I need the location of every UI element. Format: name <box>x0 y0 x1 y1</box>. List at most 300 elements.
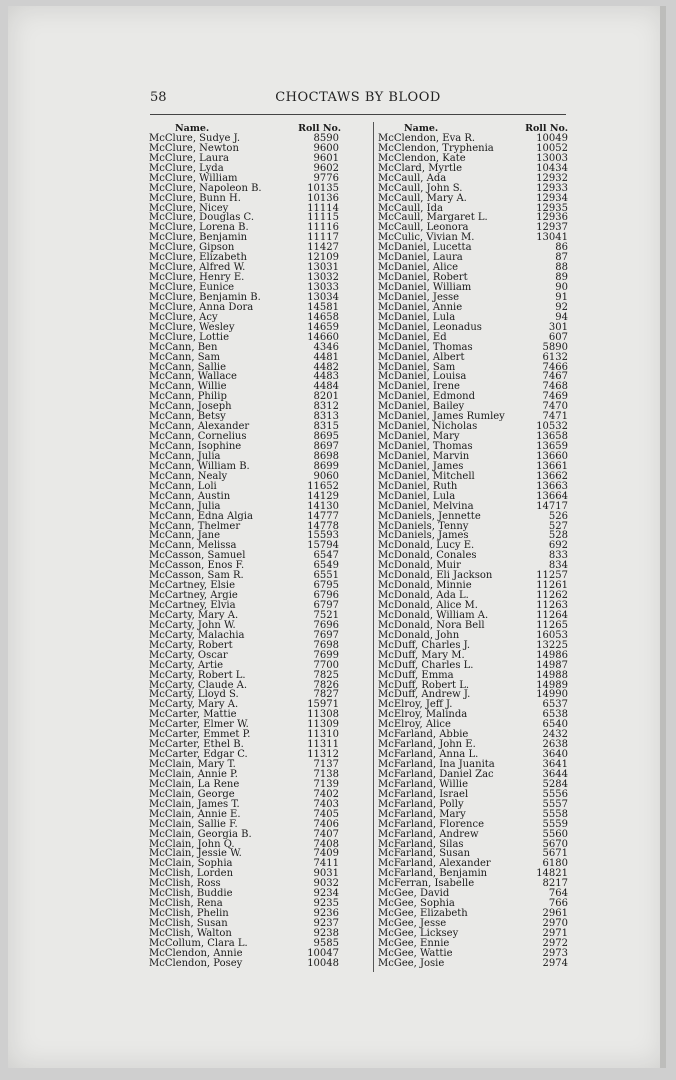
entry-roll-number: 6551 <box>313 570 339 582</box>
list-item <box>378 353 568 363</box>
entry-name: McCaull, Margaret L. <box>378 212 488 224</box>
entry-name: McDonald, Ada L. <box>378 590 469 602</box>
entry-name: McFarland, Daniel Zac <box>378 768 494 780</box>
entry-roll-number: 7411 <box>313 858 339 870</box>
entry-name: McClure, Benjamin B. <box>149 291 261 303</box>
entry-roll-number: 7467 <box>542 371 568 383</box>
entry-roll-number: 764 <box>548 888 568 900</box>
entry-roll-number: 13033 <box>307 282 339 293</box>
entry-roll-number: 12936 <box>536 212 568 224</box>
entry-name: McDaniel, Mary <box>378 431 460 443</box>
name-column-header: Name. <box>175 123 210 134</box>
entry-name: McClish, Susan <box>149 918 228 929</box>
entry-roll-number: 2432 <box>542 729 568 741</box>
entry-roll-number: 8698 <box>313 450 339 462</box>
entry-roll-number: 13225 <box>536 639 568 651</box>
entry-roll-number: 10434 <box>536 162 568 174</box>
entry-name: McGee, David <box>378 888 450 900</box>
entry-roll-number: 527 <box>548 520 568 532</box>
entry-roll-number: 7409 <box>313 848 339 860</box>
entry-roll-number: 6796 <box>313 590 339 602</box>
entry-roll-number: 13661 <box>536 460 568 472</box>
entry-name: McClure, Wesley <box>149 321 235 333</box>
page-edge <box>660 6 666 1068</box>
entry-roll-number: 6797 <box>313 600 339 611</box>
entry-name: McClure, Lorena B. <box>149 222 249 234</box>
entry-name: McDuff, Mary M. <box>378 649 465 661</box>
entry-name: McElroy, Alice <box>378 719 451 731</box>
entry-name: McFarland, Abbie <box>378 729 469 741</box>
page-title: CHOCTAWS BY BLOOD <box>275 90 441 105</box>
left-column <box>149 124 357 969</box>
entry-roll-number: 11116 <box>307 222 339 234</box>
entry-name: McDaniel, Robert <box>378 272 468 284</box>
entry-roll-number: 7471 <box>542 411 568 423</box>
entry-roll-number: 6549 <box>313 560 339 572</box>
entry-roll-number: 13663 <box>536 480 568 492</box>
entry-roll-number: 11265 <box>536 619 568 631</box>
entry-roll-number: 6795 <box>313 580 339 592</box>
entry-roll-number: 14660 <box>307 331 339 343</box>
entry-name: McCaull, Ada <box>378 172 447 184</box>
entry-roll-number: 15593 <box>307 530 339 542</box>
entry-name: McGee, Licksey <box>378 927 459 939</box>
entry-roll-number: 7827 <box>313 689 339 701</box>
entry-name: McCann, Julia <box>149 450 221 462</box>
entry-name: McClure, Acy <box>149 311 218 323</box>
right-column <box>378 124 568 969</box>
entry-roll-number: 14129 <box>307 490 339 502</box>
entry-name: McFarland, Susan <box>378 848 471 860</box>
entry-roll-number: 12109 <box>307 252 339 264</box>
entry-name: McCarty, Artie <box>149 659 224 671</box>
entry-roll-number: 11311 <box>307 739 339 751</box>
entry-roll-number: 7403 <box>313 798 339 810</box>
entry-roll-number: 13031 <box>307 262 339 274</box>
entry-roll-number: 13041 <box>536 232 568 244</box>
entry-roll-number: 4346 <box>313 341 339 353</box>
list-item <box>149 353 357 363</box>
entry-roll-number: 11117 <box>307 232 339 244</box>
entry-roll-number: 7825 <box>313 669 339 681</box>
entry-name: McClure, Sudye J. <box>149 132 241 144</box>
entry-name: McDonald, Alice M. <box>378 600 478 611</box>
entry-roll-number: 11262 <box>536 590 568 602</box>
entry-name: McCarter, Emmet P. <box>149 729 251 741</box>
entry-roll-number: 526 <box>548 510 568 522</box>
entry-roll-number: 7408 <box>313 838 339 850</box>
entry-roll-number: 8695 <box>313 431 339 443</box>
entry-name: McClain, Georgia B. <box>149 828 252 840</box>
entry-name: McDaniel, Lula <box>378 311 456 323</box>
entry-name: McDaniel, Mitchell <box>378 470 475 482</box>
entry-roll-number: 88 <box>555 262 568 274</box>
entry-name: McClendon, Tryphenia <box>378 142 494 154</box>
entry-roll-number: 11261 <box>536 580 568 592</box>
entry-roll-number: 7699 <box>313 649 339 661</box>
entry-name: McFarland, Ina Juanita <box>378 759 495 770</box>
entry-name: McCann, William B. <box>149 460 250 472</box>
entry-name: McCann, Philip <box>149 391 227 403</box>
entry-roll-number: 4484 <box>313 381 339 393</box>
entry-name: McDonald, Eli Jackson <box>378 570 493 582</box>
list-item <box>378 959 568 969</box>
entry-name: McDonald, Lucy E. <box>378 540 475 552</box>
entry-roll-number: 87 <box>555 252 568 264</box>
entry-roll-number: 7139 <box>313 778 339 790</box>
entry-name: McDaniels, James <box>378 530 469 542</box>
entry-roll-number: 2971 <box>542 927 568 939</box>
entry-roll-number: 11312 <box>307 749 339 761</box>
entry-name: McFarland, Anna L. <box>378 749 479 761</box>
entry-roll-number: 7137 <box>313 759 339 770</box>
entry-roll-number: 16053 <box>536 629 568 641</box>
entry-roll-number: 12935 <box>536 202 568 214</box>
entry-roll-number: 11310 <box>307 729 339 741</box>
entry-roll-number: 2638 <box>542 739 568 751</box>
entry-roll-number: 13003 <box>536 152 568 164</box>
entry-roll-number: 5671 <box>542 848 568 860</box>
entry-name: McGee, Josie <box>378 957 445 969</box>
entry-name: McDaniel, Melvina <box>378 500 474 512</box>
entry-name: McDonald, William A. <box>378 609 489 621</box>
entry-name: McCarty, Robert L. <box>149 669 246 681</box>
entry-name: McCasson, Samuel <box>149 550 246 562</box>
entry-roll-number: 11114 <box>307 202 339 214</box>
entry-name: McCulic, Vivian M. <box>378 232 475 244</box>
entry-name: McDaniel, Ruth <box>378 480 458 492</box>
entry-roll-number: 5284 <box>542 778 568 790</box>
entry-name: McClure, Anna Dora <box>149 301 254 313</box>
list-item <box>149 830 357 840</box>
entry-name: McCann, Julia <box>149 500 221 512</box>
entry-name: McCarty, Oscar <box>149 649 228 661</box>
entry-roll-number: 9031 <box>313 868 339 880</box>
entry-name: McCann, Cornelius <box>149 431 247 443</box>
entry-roll-number: 8201 <box>313 391 339 403</box>
entry-name: McDuff, Emma <box>378 669 454 681</box>
entry-name: McCollum, Clara L. <box>149 937 248 949</box>
entry-roll-number: 5558 <box>542 808 568 820</box>
entry-roll-number: 2961 <box>542 908 568 920</box>
entry-name: McClish, Walton <box>149 927 232 939</box>
entry-roll-number: 5557 <box>542 798 568 810</box>
entry-roll-number: 9235 <box>313 898 339 910</box>
entry-roll-number: 2974 <box>542 957 568 969</box>
entry-roll-number: 7470 <box>542 401 568 413</box>
entry-roll-number: 10049 <box>536 132 568 144</box>
entry-roll-number: 301 <box>548 321 568 333</box>
entry-name: McCartney, Argie <box>149 590 238 602</box>
entry-roll-number: 12934 <box>536 192 568 204</box>
entry-name: McCann, Sam <box>149 351 220 363</box>
entry-name: McClish, Lorden <box>149 868 234 880</box>
entry-roll-number: 12933 <box>536 182 568 194</box>
entry-name: McGee, Sophia <box>378 898 455 910</box>
entry-roll-number: 9602 <box>313 162 339 174</box>
entry-name: McClish, Buddie <box>149 888 233 900</box>
entry-name: McClure, Laura <box>149 152 229 164</box>
entry-name: McElroy, Jeff J. <box>378 699 453 711</box>
entry-name: McClure, Napoleon B. <box>149 182 262 194</box>
entry-name: McCaull, Mary A. <box>378 192 467 204</box>
entry-name: McCann, Jane <box>149 530 221 542</box>
entry-name: McClish, Phelin <box>149 908 229 920</box>
entry-roll-number: 9600 <box>313 142 339 154</box>
entry-name: McDonald, Muir <box>378 560 461 572</box>
entry-roll-number: 7468 <box>542 381 568 393</box>
entry-name: McDuff, Charles L. <box>378 659 474 671</box>
entry-name: McCartney, Elvia <box>149 600 236 611</box>
entry-roll-number: 14778 <box>307 520 339 532</box>
roll-column-header: Roll No. <box>298 123 341 134</box>
entry-name: McCarty, John W. <box>149 619 236 631</box>
entry-name: McClure, Alfred W. <box>149 262 246 274</box>
entry-roll-number: 9237 <box>313 918 339 929</box>
entry-name: McDuff, Robert L. <box>378 679 470 691</box>
entry-name: McClish, Rena <box>149 898 223 910</box>
entry-roll-number: 94 <box>555 311 568 323</box>
entry-roll-number: 7698 <box>313 639 339 651</box>
entry-name: McDaniel, Thomas <box>378 441 473 452</box>
entry-name: McCasson, Enos F. <box>149 560 245 572</box>
entry-roll-number: 7406 <box>313 818 339 830</box>
entry-name: McDaniel, Louisa <box>378 371 467 383</box>
entry-roll-number: 10052 <box>536 142 568 154</box>
entry-name: McClure, Nicey <box>149 202 229 214</box>
list-item <box>149 512 357 522</box>
entry-name: McCarty, Malachia <box>149 629 245 641</box>
entry-name: McDaniel, Leonadus <box>378 321 482 333</box>
entry-name: McFarland, Andrew <box>378 828 479 840</box>
entry-name: McClain, Sallie F. <box>149 818 238 830</box>
entry-name: McDaniel, James <box>378 460 464 472</box>
entry-name: McDaniel, James Rumley <box>378 411 505 423</box>
entry-name: McCann, Ben <box>149 341 218 353</box>
entry-roll-number: 14658 <box>307 311 339 323</box>
entry-name: McCann, Willie <box>149 381 227 393</box>
entry-name: McCartney, Elsie <box>149 580 236 592</box>
entry-roll-number: 15971 <box>307 699 339 711</box>
entry-roll-number: 11309 <box>307 719 339 731</box>
entry-roll-number: 8217 <box>542 878 568 890</box>
entry-name: McCarty, Lloyd S. <box>149 689 239 701</box>
entry-roll-number: 12937 <box>536 222 568 234</box>
entry-roll-number: 3644 <box>542 768 568 780</box>
entry-roll-number: 14990 <box>536 689 568 701</box>
entry-name: McDaniel, Ed <box>378 331 447 343</box>
entry-roll-number: 15794 <box>307 540 339 552</box>
entry-roll-number: 3640 <box>542 749 568 761</box>
entry-roll-number: 13658 <box>536 431 568 443</box>
entry-name: McDaniel, Annie <box>378 301 463 313</box>
entry-roll-number: 14777 <box>307 510 339 522</box>
entry-roll-number: 11257 <box>536 570 568 582</box>
entry-roll-number: 11263 <box>536 600 568 611</box>
entry-roll-number: 10048 <box>307 957 339 969</box>
header-rule <box>150 114 566 115</box>
entry-name: McClain, Sophia <box>149 858 233 870</box>
entry-name: McCaull, Leonora <box>378 222 469 234</box>
entry-name: McDaniel, Edmond <box>378 391 475 403</box>
entry-name: McCann, Wallace <box>149 371 237 383</box>
entry-name: McClendon, Annie <box>149 947 243 959</box>
entry-roll-number: 14659 <box>307 321 339 333</box>
entry-name: McCarty, Mary A. <box>149 609 239 621</box>
entry-name: McCann, Edna Algia <box>149 510 253 522</box>
entry-roll-number: 13032 <box>307 272 339 284</box>
entry-name: McClain, Annie P. <box>149 768 238 780</box>
entry-name: McCarty, Mary A. <box>149 699 239 711</box>
entry-name: McDaniel, Jesse <box>378 291 460 303</box>
entry-name: McDaniel, Marvin <box>378 450 470 462</box>
entry-name: McDaniels, Tenny <box>378 520 469 532</box>
list-item <box>378 194 568 204</box>
entry-name: McDonald, Conales <box>378 550 477 562</box>
entry-roll-number: 14581 <box>307 301 339 313</box>
entry-name: McCann, Alexander <box>149 421 250 433</box>
entry-roll-number: 9032 <box>313 878 339 890</box>
entry-name: McClendon, Kate <box>378 152 466 164</box>
entry-name: McFarland, Benjamin <box>378 868 488 880</box>
entry-name: McDonald, Nora Bell <box>378 619 485 631</box>
entry-name: McClain, Mary T. <box>149 759 236 770</box>
entry-roll-number: 9776 <box>313 172 339 184</box>
entry-roll-number: 8313 <box>313 411 339 423</box>
entry-name: McFarland, John E. <box>378 739 476 751</box>
entry-roll-number: 10136 <box>307 192 339 204</box>
entry-roll-number: 3641 <box>542 759 568 770</box>
entry-roll-number: 5559 <box>542 818 568 830</box>
entry-roll-number: 7407 <box>313 828 339 840</box>
list-item <box>149 671 357 681</box>
list-item <box>149 194 357 204</box>
entry-roll-number: 5556 <box>542 788 568 800</box>
entry-name: McDaniel, Albert <box>378 351 465 363</box>
entry-name: McElroy, Malinda <box>378 709 468 721</box>
entry-roll-number: 5890 <box>542 341 568 353</box>
entry-name: McClure, Gipson <box>149 242 235 254</box>
entry-roll-number: 8699 <box>313 460 339 472</box>
entry-name: McGee, Wattie <box>378 947 453 959</box>
entry-name: McFarland, Silas <box>378 838 464 850</box>
entry-name: McClure, Newton <box>149 142 239 154</box>
entry-name: McCann, Austin <box>149 490 231 502</box>
entry-roll-number: 14989 <box>536 679 568 691</box>
entry-name: McCaull, John S. <box>378 182 463 194</box>
entry-roll-number: 8315 <box>313 421 339 433</box>
entry-name: McCann, Isophine <box>149 441 242 452</box>
entry-name: McCarter, Edgar C. <box>149 749 248 761</box>
entry-roll-number: 2973 <box>542 947 568 959</box>
entry-roll-number: 14986 <box>536 649 568 661</box>
entry-roll-number: 833 <box>548 550 568 562</box>
entry-roll-number: 14130 <box>307 500 339 512</box>
entry-roll-number: 13664 <box>536 490 568 502</box>
entry-roll-number: 7697 <box>313 629 339 641</box>
entry-roll-number: 12932 <box>536 172 568 184</box>
entry-roll-number: 13034 <box>307 291 339 303</box>
entry-roll-number: 4482 <box>313 361 339 373</box>
entry-roll-number: 834 <box>548 560 568 572</box>
entry-name: McCarty, Claude A. <box>149 679 248 691</box>
entry-name: McDonald, Minnie <box>378 580 472 592</box>
entry-roll-number: 2970 <box>542 918 568 929</box>
entry-name: McDaniels, Jennette <box>378 510 481 522</box>
entry-name: McClain, George <box>149 788 235 800</box>
entry-name: McCann, Melissa <box>149 540 237 552</box>
entry-name: McCann, Thelmer <box>149 520 241 532</box>
entry-roll-number: 766 <box>548 898 568 910</box>
entry-roll-number: 9601 <box>313 152 339 164</box>
entry-name: McClard, Myrtle <box>378 162 462 174</box>
entry-name: McClain, Jessie W. <box>149 848 242 860</box>
page-header <box>150 90 566 110</box>
entry-roll-number: 6537 <box>542 699 568 711</box>
entry-name: McClure, Benjamin <box>149 232 248 244</box>
entry-roll-number: 9238 <box>313 927 339 939</box>
entry-name: McCasson, Sam R. <box>149 570 244 582</box>
entry-name: McFarland, Willie <box>378 778 469 790</box>
entry-roll-number: 7521 <box>313 609 339 621</box>
roll-column-header: Roll No. <box>525 123 568 134</box>
entry-name: McClish, Ross <box>149 878 221 890</box>
entry-name: McFarland, Alexander <box>378 858 491 870</box>
list-item <box>149 959 357 969</box>
entry-roll-number: 11115 <box>307 212 339 224</box>
list-item <box>378 671 568 681</box>
entry-roll-number: 11264 <box>536 609 568 621</box>
entry-name: McCann, Loli <box>149 480 217 492</box>
entry-roll-number: 6180 <box>542 858 568 870</box>
entry-roll-number: 9585 <box>313 937 339 949</box>
entry-roll-number: 91 <box>555 291 568 303</box>
entry-roll-number: 8697 <box>313 441 339 452</box>
entry-name: McClain, La Rene <box>149 778 240 790</box>
entry-roll-number: 4481 <box>313 351 339 363</box>
entry-roll-number: 10135 <box>307 182 339 194</box>
entry-name: McCann, Betsy <box>149 411 226 423</box>
entry-name: McDuff, Charles J. <box>378 639 471 651</box>
entry-roll-number: 14821 <box>536 868 568 880</box>
entry-roll-number: 4483 <box>313 371 339 383</box>
entry-name: McCarter, Mattie <box>149 709 237 721</box>
entry-name: McCann, Sallie <box>149 361 227 373</box>
entry-roll-number: 10532 <box>536 421 568 433</box>
entry-name: McCarter, Elmer W. <box>149 719 249 731</box>
entry-name: McClure, Eunice <box>149 282 235 293</box>
entry-roll-number: 6132 <box>542 351 568 363</box>
entry-roll-number: 2972 <box>542 937 568 949</box>
entry-roll-number: 7138 <box>313 768 339 780</box>
entry-name: McDaniel, Lula <box>378 490 456 502</box>
entry-roll-number: 14717 <box>536 500 568 512</box>
entry-roll-number: 11427 <box>307 242 339 254</box>
entry-roll-number: 7405 <box>313 808 339 820</box>
entry-name: McDonald, John <box>378 629 460 641</box>
entry-name: McCann, Nealy <box>149 470 228 482</box>
entry-name: McClure, Lyda <box>149 162 224 174</box>
entry-name: McFerran, Isabelle <box>378 878 475 890</box>
entry-name: McClure, William <box>149 172 238 184</box>
entry-name: McClure, Lottie <box>149 331 229 343</box>
entry-roll-number: 6547 <box>313 550 339 562</box>
entry-roll-number: 7402 <box>313 788 339 800</box>
entry-name: McDaniel, Bailey <box>378 401 465 413</box>
name-column-header: Name. <box>404 123 439 134</box>
entry-name: McDaniel, Sam <box>378 361 456 373</box>
entry-roll-number: 5670 <box>542 838 568 850</box>
